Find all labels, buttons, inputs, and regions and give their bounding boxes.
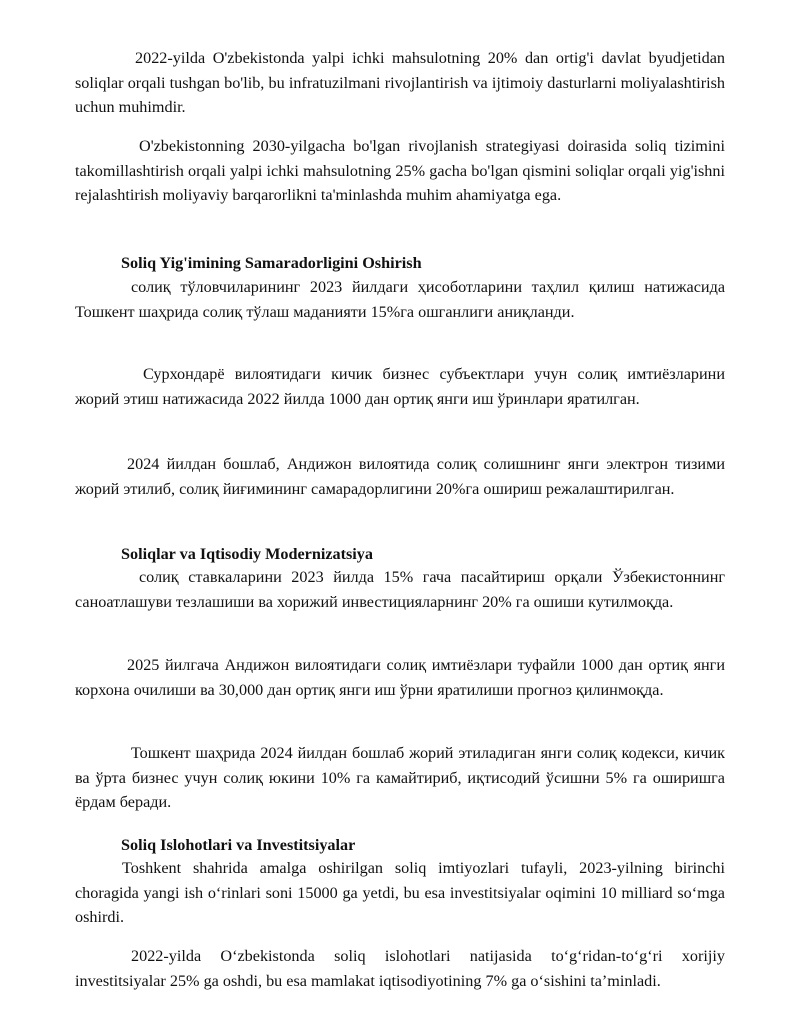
section-3-paragraph-2: 2022-yilda Oʻzbekistonda soliq islohotlari natijasida toʻgʻridan-toʻgʻri xorijiy investitsiyalar 25% ga oshdi, bu esa mamlakat iqtisodiyotining 7% ga oʻsishini taʼminladi.: [75, 947, 725, 990]
section-3-paragraph-1: Toshkent shahrida amalga oshirilgan soliq imtiyozlari tufayli, 2023-yilning birinchi choragida yangi ish oʻrinlari soni 15000 ga yetdi, bu esa investitsiyalar oqimini 10 milliard soʻmga oshirdi.: [75, 859, 725, 926]
section-heading-soliq-yigimi: Soliq Yig'imining Samaradorligini Oshirish: [121, 254, 422, 272]
section-heading-soliq-islohotlari: Soliq Islohotlari va Investitsiyalar: [121, 836, 356, 854]
intro-paragraph-2: O'zbekistonning 2030-yilgacha bo'lgan rivojlanish strategiyasi doirasida soliq tizimini takomillashtirish orqali yalpi ichki mahsulotning 25% gacha bo'lgan qismini soliqlar orqali yig'ishni rejalashtirish moliyaviy barqarorlikni ta'minlashda muhim ahamiyatga ega.: [75, 137, 725, 204]
section-heading-iqtisodiy-modernizatsiya: Soliqlar va Iqtisodiy Modernizatsiya: [121, 545, 373, 563]
section-1-paragraph-3: 2024 йилдан бошлаб, Андижон вилоятида солиқ солишнинг янги электрон тизими жорий этилиб, солиқ йиғимининг самарадорлигини 20%га ошириш режалаштирилган.: [75, 455, 725, 498]
section-1-paragraph-2: Сурхондарё вилоятидаги кичик бизнес субъектлари учун солиқ имтиёзларини жорий этиш натижасида 2022 йилда 1000 дан ортиқ янги иш ўринлари яратилган.: [75, 365, 725, 408]
section-1-paragraph-1: солиқ тўловчиларининг 2023 йилдаги ҳисоботларини таҳлил қилиш натижасида Тошкент шаҳрида солиқ тўлаш маданияти 15%га ошганлиги аниқланди.: [75, 278, 725, 321]
section-2-paragraph-2: 2025 йилгача Андижон вилоятидаги солиқ имтиёзлари туфайли 1000 дан ортиқ янги корхона очилиши ва 30,000 дан ортиқ янги иш ўрни яратилиши прогноз қилинмоқда.: [75, 656, 725, 699]
section-2-paragraph-3: Тошкент шаҳрида 2024 йилдан бошлаб жорий этиладиган янги солиқ кодекси, кичик ва ўрта бизнес учун солиқ юкини 10% га камайтириб, иқтисодий ўсишни 5% га оширишга ёрдам беради.: [75, 744, 725, 811]
section-2-paragraph-1: солиқ ставкаларини 2023 йилда 15% гача пасайтириш орқали Ўзбекистоннинг саноатлашуви тезлашиши ва хорижий инвестицияларнинг 20% га ошиши кутилмоқда.: [75, 568, 725, 611]
intro-paragraph-1: 2022-yilda O'zbekistonda yalpi ichki mahsulotning 20% dan ortig'i davlat byudjetidan soliqlar orqali tushgan bo'lib, bu infratuzilmani rivojlantirish va ijtimoiy dasturlarni moliyalashtirish uchun muhimdir.: [75, 49, 725, 116]
